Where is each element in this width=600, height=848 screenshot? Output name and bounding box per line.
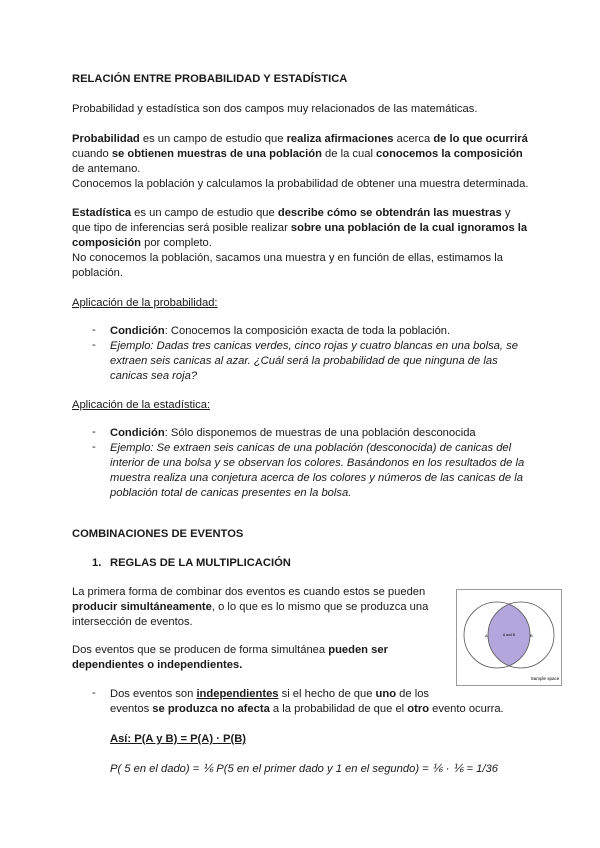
dice-example: P( 5 en el dado) = ⅙ P(5 en el primer dado y 1 en el segundo) = ⅙ · ⅙ = 1/36 [110, 763, 498, 775]
app-est-example-4: población total de canicas presentes en la bolsa. [110, 487, 352, 499]
page-title: RELACIÓN ENTRE PROBABILIDAD Y ESTADÍSTICA [72, 73, 348, 85]
venn-diagram [456, 589, 562, 686]
app-prob-example-1: Ejemplo: Dadas tres canicas verdes, cinco rojas y cuatro blancas en una bolsa, se [110, 340, 518, 352]
independent-line-1: Dos eventos son independientes si el hecho de que uno de los [110, 688, 430, 700]
label-intersection: A and B [502, 633, 516, 637]
app-est-example-3: muestra realiza una conjetura acerca de los colores y números de las canicas de la [110, 472, 523, 484]
prob-line-2: cuando se obtienen muestras de una población de la cual conocemos la composición [72, 148, 523, 160]
prob-line-4: Conocemos la población y calculamos la probabilidad de obtener una muestra determinada. [72, 178, 529, 190]
prob-line-3: de antemano. [72, 163, 141, 175]
bullet-dash: - [92, 426, 96, 438]
label-b: B [530, 633, 533, 638]
subsection-number: 1. [92, 557, 102, 569]
subsection-heading: REGLAS DE LA MULTIPLICACIÓN [110, 557, 291, 569]
bullet-dash: - [92, 687, 96, 699]
app-est-example-2: interior de una bolsa y se observan los colores. Basándonos en los resultados de la [110, 457, 525, 469]
app-est-heading: Aplicación de la estadística: [72, 399, 211, 411]
app-prob-condition: Condición: Conocemos la composición exacta de toda la población. [110, 325, 451, 337]
est-line-1: Estadística es un campo de estudio que describe cómo se obtendrán las muestras y [72, 207, 511, 219]
est-line-3: composición por completo. [72, 237, 212, 249]
est-line-5: población. [72, 267, 124, 279]
comb-p2-line-1: Dos eventos que se producen de forma simultánea pueden ser [72, 644, 388, 656]
section-heading: COMBINACIONES DE EVENTOS [72, 528, 244, 540]
app-prob-heading: Aplicación de la probabilidad: [72, 297, 218, 309]
app-est-condition: Condición: Sólo disponemos de muestras de una población desconocida [110, 427, 476, 439]
app-prob-example-2: extraen seis canicas al azar. ¿Cuál será la probabilidad de que ninguna de las [110, 355, 498, 367]
est-line-2: que tipo de inferencias será posible realizar sobre una población de la cual ignoramos la [72, 222, 528, 234]
bullet-dash: - [92, 339, 96, 351]
intro-text: Probabilidad y estadística son dos campos muy relacionados de las matemáticas. [72, 103, 478, 115]
comb-p1-line-3: intersección de eventos. [72, 616, 193, 628]
multiplication-formula: Así: P(A y B) = P(A) · P(B) [110, 733, 247, 745]
comb-p1-line-2: producir simultáneamente, o lo que es lo mismo que se produzca una [72, 601, 429, 613]
prob-line-1: Probabilidad es un campo de estudio que realiza afirmaciones acerca de lo que ocurrirá [72, 133, 528, 145]
comb-p2-line-2: dependientes o independientes. [72, 659, 243, 671]
comb-p1-line-1: La primera forma de combinar dos eventos es cuando estos se pueden [72, 586, 426, 598]
app-prob-example-3: canicas sea roja? [110, 370, 198, 382]
bullet-dash: - [92, 324, 96, 336]
app-est-example-1: Ejemplo: Se extraen seis canicas de una población (desconocida) de canicas del [110, 442, 512, 454]
venn-diagram-svg [457, 590, 561, 685]
bullet-dash: - [92, 441, 96, 453]
independent-line-2: eventos se produzca no afecta a la probabilidad de que el otro evento ocurra. [110, 703, 504, 715]
est-line-4: No conocemos la población, sacamos una muestra y en función de ellas, estimamos la [72, 252, 503, 264]
venn-caption: Sample space [530, 676, 560, 681]
label-a: A [485, 633, 488, 638]
